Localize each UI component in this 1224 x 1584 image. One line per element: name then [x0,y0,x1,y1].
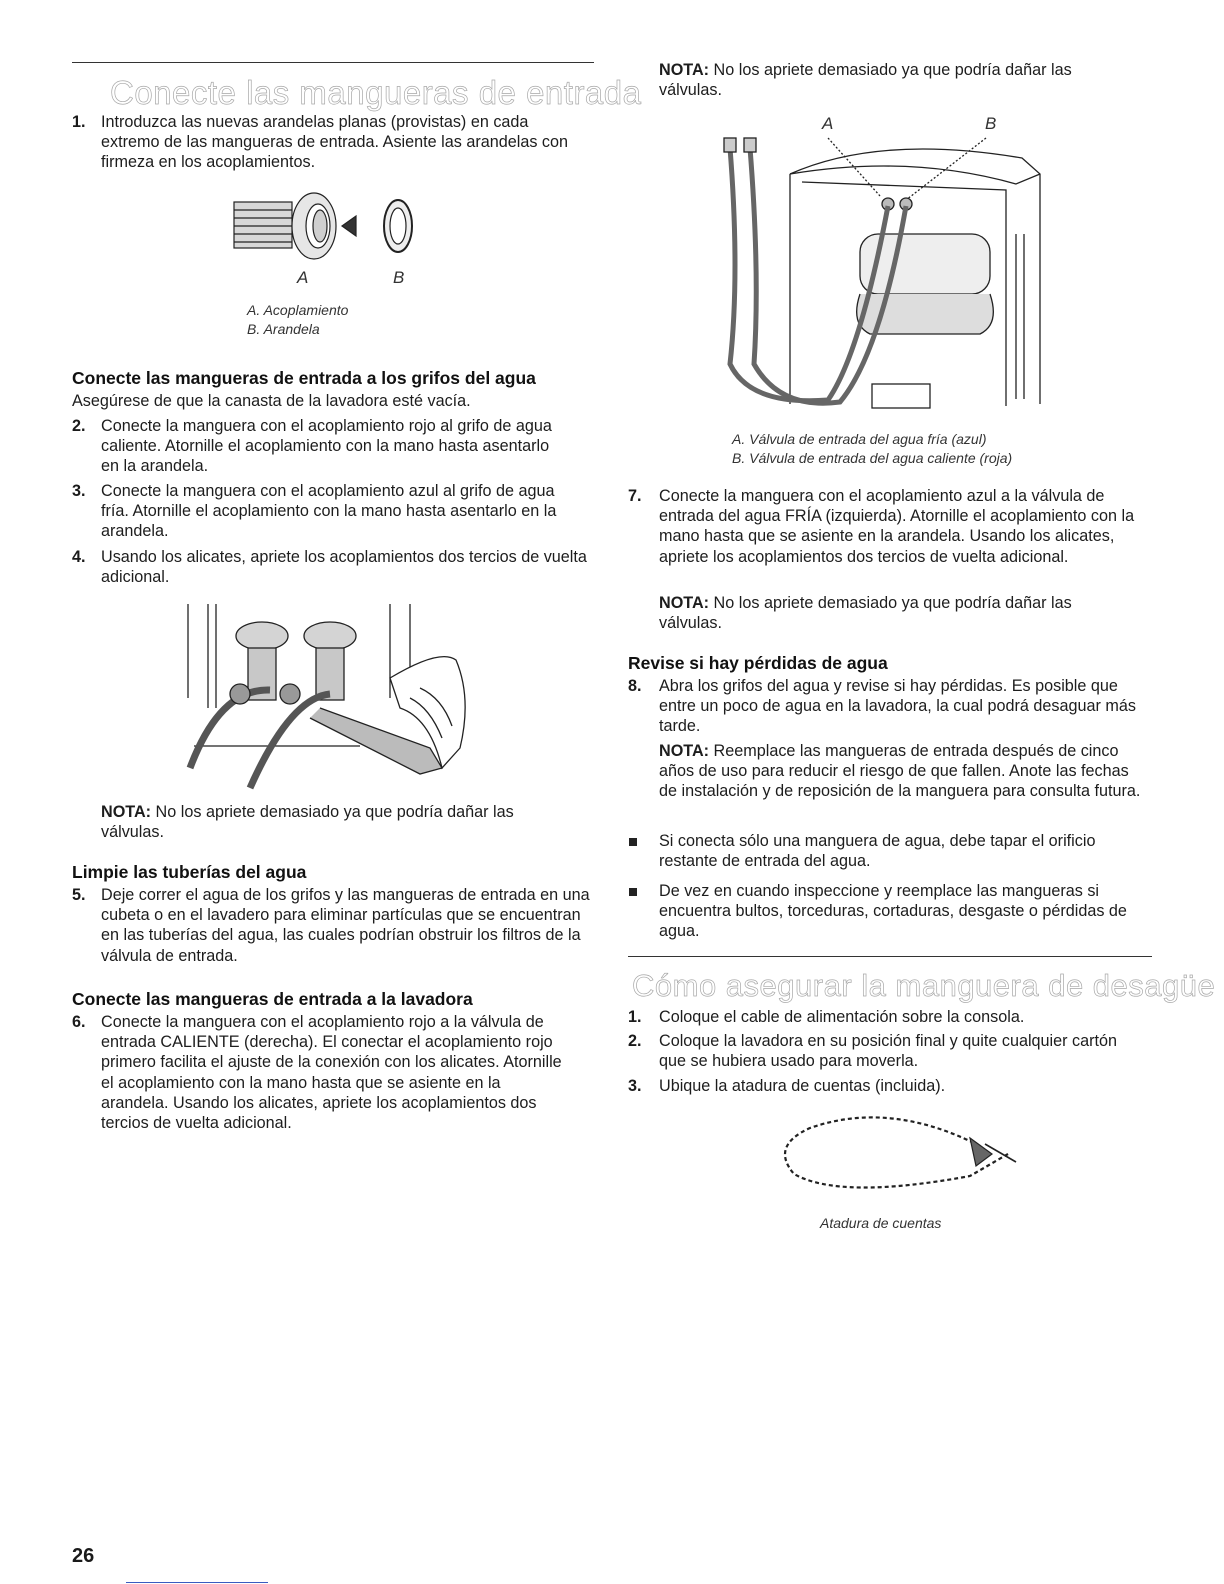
note-top-text: No los apriete demasiado ya que podría dañar las válvulas. [659,61,1072,100]
step-8-number: 8. [628,677,642,695]
section-rule-drain [628,956,1152,957]
note-2 [659,593,1129,633]
fig3-label-b: B [985,114,997,133]
heading-connect-to-washer: Conecte las mangueras de entrada a la lavadora [72,989,473,1009]
step-3-number: 3. [72,482,86,500]
bullet-2-marker [629,888,637,896]
heading-check-leaks: Revise si hay pérdidas de agua [628,653,888,673]
drain-step-1-text: Coloque el cable de alimentación sobre la consola. [659,1008,1025,1026]
heading-clean-pipes: Limpie las tuberías del agua [72,862,307,882]
drain-step-3-text: Ubique la atadura de cuentas (incluida). [659,1077,946,1095]
drain-step-2-text: Coloque la lavadora en su posición final y quite cualquier cartón que se hubiera usado para moverla. [659,1032,1118,1071]
step-2-text: Conecte la manguera con el acoplamiento rojo al grifo de agua caliente. Atornille el acoplamiento con la mano hasta asentarlo en la arandela. [101,417,552,476]
step-5-number: 5. [72,886,86,904]
fig1-caption-b: B. Arandela [247,321,320,337]
bullet-1-marker [629,838,637,846]
step-6-text: Conecte la manguera con el acoplamiento rojo a la válvula de entrada CALIENTE (derecha). El conectar el acoplamiento rojo primero facilita el ajuste de la conexión con los alicates. Atornille el acoplamiento con la mano hasta que se asiente en la arandela. Usando los alicates, apriete los acoplamientos dos tercios de vuelta adicional. [101,1013,562,1133]
step-7-number: 7. [628,487,642,505]
drain-step-3-number: 3. [628,1077,642,1095]
step-5-text: Deje correr el agua de los grifos y las mangueras de entrada en una cubeta o en el lavadero para eliminar partículas que se encuentran en las tuberías del agua, las cuales podrían obstruir los filtros de la válvula de entrada. [101,886,590,965]
bullet-1-text: Si conecta sólo una manguera de agua, debe tapar el orificio restante de entrada del agua. [659,832,1096,871]
fig3-caption-b: B. Válvula de entrada del agua caliente (roja) [732,450,1013,466]
fig3-caption-a: A. Válvula de entrada del agua fría (azul) [732,431,987,447]
note-2-label: NOTA: [659,594,710,612]
fig1-label-a: A [297,268,309,287]
section-title-drain-hose: Cómo asegurar la manguera de desagüe [632,968,1216,1003]
note-1-label: NOTA: [101,803,152,821]
step-1-text: Introduzca las nuevas arandelas planas (provistas) en cada extremo de las mangueras de entrada. Asiente las arandelas con firmeza en los acoplamientos. [101,113,569,172]
fig1-label-b: B [393,268,405,287]
page-number: 26 [72,1545,95,1567]
drain-step-2-number: 2. [628,1032,642,1050]
note-3 [659,741,1149,802]
top-rule-left [72,62,594,63]
bead-strap-caption: Atadura de cuentas [820,1215,942,1231]
note-1 [101,802,571,842]
step-6-number: 6. [72,1013,86,1031]
step-2-number: 2. [72,417,86,435]
faucets-pliers-illustration [180,598,480,790]
footer-link-line [126,1582,268,1583]
step-4-number: 4. [72,548,86,566]
beaded-strap-illustration [770,1104,1020,1204]
washer-valves-illustration [710,134,1050,410]
coupling-washer-illustration [232,190,442,270]
note-top-right [659,60,1139,100]
section-title-inlet-hoses: Conecte las mangueras de entrada [110,74,642,111]
step-3-text: Conecte la manguera con el acoplamiento azul al grifo de agua fría. Atornille el acoplamiento con la mano hasta asentarlo en la arandela. [101,482,557,541]
note-1-text: No los apriete demasiado ya que podría dañar las válvulas. [101,803,514,842]
fig3-label-a: A [822,114,834,133]
step-1-number: 1. [72,113,86,131]
drain-step-1-number: 1. [628,1008,642,1026]
step-7-text: Conecte la manguera con el acoplamiento azul a la válvula de entrada del agua FRÍA (izquierda). Atornille el acoplamiento con la mano hasta que se asiente en la arandela. Usando los alicates, apriete los acoplamientos dos tercios de vuelta adicional. [659,487,1135,566]
note-3-label: NOTA: [659,742,710,760]
note-top-label: NOTA: [659,61,710,79]
faucets-intro: Asegúrese de que la canasta de la lavadora esté vacía. [72,392,471,410]
step-8-text: Abra los grifos del agua y revise si hay pérdidas. Es posible que entre un poco de agua en la lavadora, la cual podrá desaguar más tarde. [659,677,1136,736]
step-4-text: Usando los alicates, apriete los acoplamientos dos tercios de vuelta adicional. [101,548,587,587]
fig1-caption-a: A. Acoplamiento [247,302,349,318]
heading-connect-to-faucets: Conecte las mangueras de entrada a los grifos del agua [72,368,536,388]
note-2-text: No los apriete demasiado ya que podría dañar las válvulas. [659,594,1072,633]
note-3-text: Reemplace las mangueras de entrada después de cinco años de uso para reducir el riesgo de que fallen. Anote las fechas de instalación y de reposición de la manguera para consulta futura. [659,742,1141,801]
bullet-2-text: De vez en cuando inspeccione y reemplace las mangueras si encuentra bultos, torceduras, cortaduras, desgaste o pérdidas de agua. [659,882,1127,941]
